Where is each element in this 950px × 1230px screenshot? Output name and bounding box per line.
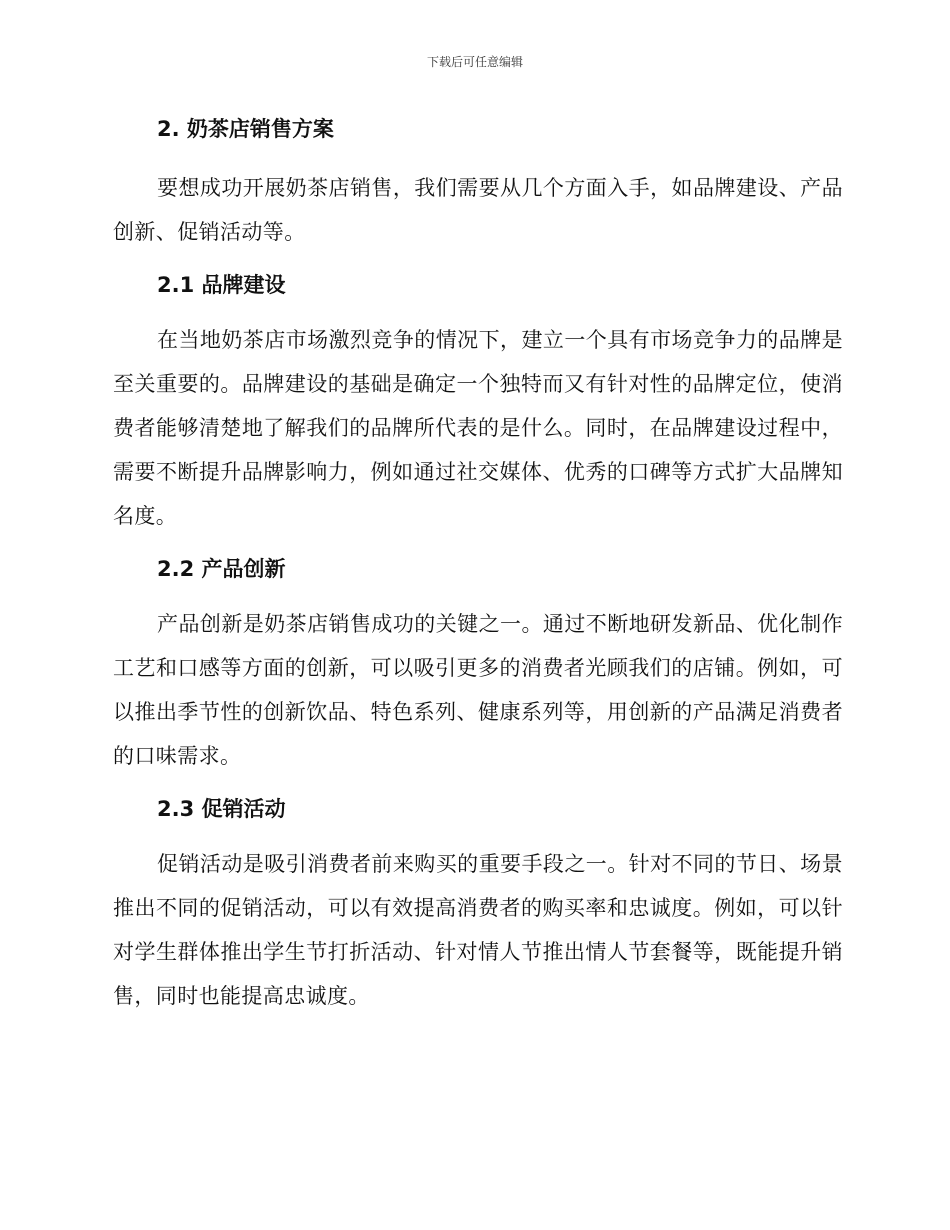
document-body — [113, 112, 843, 1018]
document-title: 2. 奶茶店销售方案 — [157, 117, 334, 141]
section-body-product: 产品创新是奶茶店销售成功的关键之一。通过不断地研发新品、优化制作工艺和口感等方面的创新，可以吸引更多的消费者光顾我们的店铺。例如，可以推出季节性的创新饮品、特色系列、健康系列等，用创新的产品满足消费者的口味需求。 — [113, 612, 843, 768]
section-heading-product: 2.2 产品创新 — [157, 557, 286, 581]
section-body-promotion: 促销活动是吸引消费者前来购买的重要手段之一。针对不同的节日、场景推出不同的促销活动，可以有效提高消费者的购买率和忠诚度。例如，可以针对学生群体推出学生节打折活动、针对情人节推出情人节套餐等，既能提升销售，同时也能提高忠诚度。 — [113, 852, 843, 1008]
section-heading-brand: 2.1 品牌建设 — [157, 273, 286, 297]
page-header: 下载后可任意编辑 — [426, 55, 523, 69]
intro-paragraph: 要想成功开展奶茶店销售，我们需要从几个方面入手，如品牌建设、产品创新、促销活动等。 — [113, 176, 843, 244]
section-body-brand: 在当地奶茶店市场激烈竞争的情况下，建立一个具有市场竞争力的品牌是至关重要的。品牌建设的基础是确定一个独特而又有针对性的品牌定位，使消费者能够清楚地了解我们的品牌所代表的是什么。同时，在品牌建设过程中，需要不断提升品牌影响力，例如通过社交媒体、优秀的口碑等方式扩大品牌知名度。 — [113, 328, 843, 528]
section-heading-promotion: 2.3 促销活动 — [157, 797, 286, 821]
